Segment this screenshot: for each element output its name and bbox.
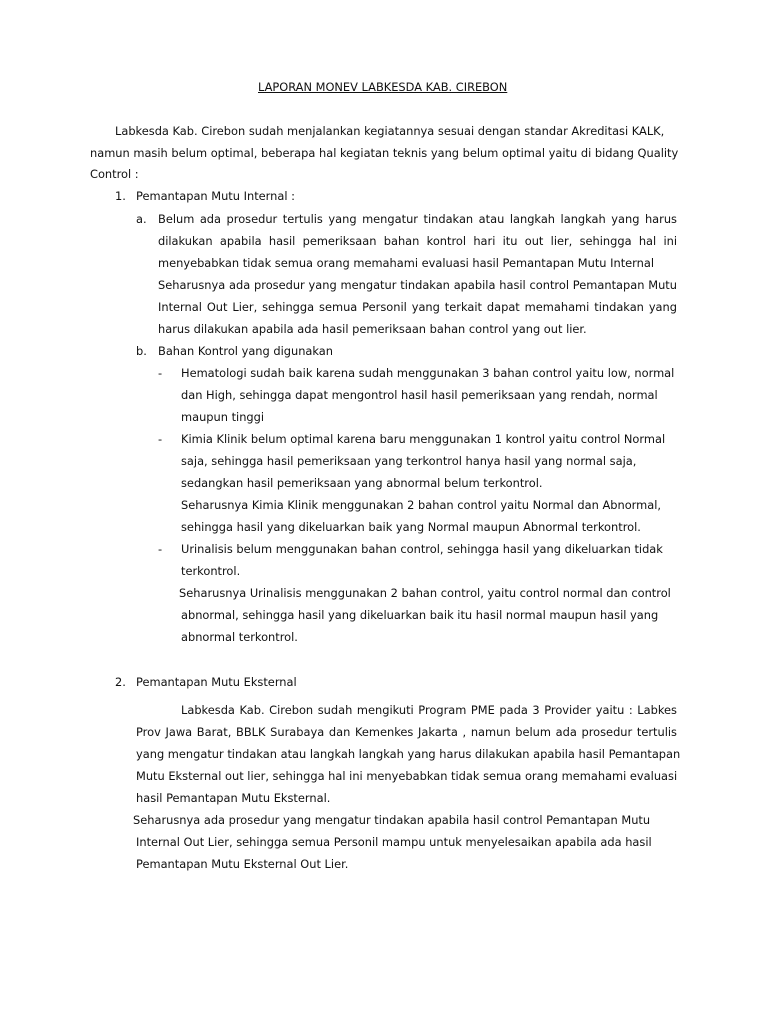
item-b-heading: Bahan Kontrol yang digunakan [158,344,334,358]
section-2-line: Labkesda Kab. Cirebon sudah mengikuti Program PME pada 3 Provider yaitu : Labkes [181,703,677,717]
bullet-marker: - [158,432,163,446]
section-2-line: hasil Pemantapan Mutu Eksternal. [136,791,331,805]
section-2-line: Prov Jawa Barat, BBLK Surabaya dan Kemenkes Jakarta , namun belum ada prosedur tertulis [136,725,677,739]
intro-line: namun masih belum optimal, beberapa hal kegiatan teknis yang belum optimal yaitu di bidang Quality [90,146,679,160]
section-2-line: Mutu Eksternal out lier, sehingga hal ini menyebabkan tidak semua orang memahami evaluasi [136,769,678,783]
item-a-line: harus dilakukan apabila ada hasil pemeriksaan bahan control yang out lier. [158,322,587,336]
section-1-heading: Pemantapan Mutu Internal : [136,189,295,203]
bullet-marker: - [158,366,163,380]
kimia-line: saja, sehingga hasil pemeriksaan yang terkontrol hanya hasil yang normal saja, [181,454,637,468]
hematologi-line: Hematologi sudah baik karena sudah menggunakan 3 bahan control yaitu low, normal [181,366,675,380]
item-a-line: dilakukan apabila hasil pemeriksaan bahan kontrol hari itu out lier, sehingga hal ini [158,234,677,248]
hematologi-line: dan High, sehingga dapat mengontrol hasil hasil pemeriksaan yang rendah, normal [181,388,658,402]
section-2-heading: Pemantapan Mutu Eksternal [136,675,297,689]
section-2-line: yang mengatur tindakan atau langkah langkah yang harus dilakukan apabila hasil Pemantapan [136,747,681,761]
urinalisis-line: abnormal, sehingga hasil yang dikeluarkan baik itu hasil normal maupun hasil yang [181,608,659,622]
urinalisis-line: abnormal terkontrol. [181,630,298,644]
kimia-line: sedangkan hasil pemeriksaan yang abnormal belum terkontrol. [181,476,543,490]
item-a-line: Belum ada prosedur tertulis yang mengatur tindakan atau langkah langkah yang harus [158,212,677,226]
document-title: LAPORAN MONEV LABKESDA KAB. CIREBON [258,80,508,94]
intro-line: Control : [90,167,139,181]
urinalisis-line: Urinalisis belum menggunakan bahan control, sehingga hasil yang dikeluarkan tidak [181,542,663,556]
section-2-line: Pemantapan Mutu Eksternal Out Lier. [136,857,349,871]
item-a-line: menyebabkan tidak semua orang memahami evaluasi hasil Pemantapan Mutu Internal [158,256,655,270]
section-1-number: 1. [115,189,126,203]
item-a-marker: a. [136,212,147,226]
hematologi-line: maupun tinggi [181,410,265,424]
section-2-line: Seharusnya ada prosedur yang mengatur tindakan apabila hasil control Pemantapan Mutu [133,813,651,827]
kimia-line: sehingga hasil yang dikeluarkan baik yang Normal maupun Abnormal terkontrol. [181,520,641,534]
item-a-line: Internal Out Lier, sehingga semua Personil yang terkait dapat memahami tindakan yang [158,300,677,314]
bullet-marker: - [158,542,163,556]
kimia-line: Seharusnya Kimia Klinik menggunakan 2 bahan control yaitu Normal dan Abnormal, [181,498,662,512]
section-2-number: 2. [115,675,126,689]
urinalisis-line: Seharusnya Urinalisis menggunakan 2 bahan control, yaitu control normal dan control [179,586,671,600]
section-2-line: Internal Out Lier, sehingga semua Personil mampu untuk menyelesaikan apabila ada hasil [136,835,652,849]
kimia-line: Kimia Klinik belum optimal karena baru menggunakan 1 kontrol yaitu control Normal [181,432,666,446]
item-b-marker: b. [136,344,147,358]
intro-line: Labkesda Kab. Cirebon sudah menjalankan kegiatannya sesuai dengan standar Akreditasi KALK, [115,124,665,138]
urinalisis-line: terkontrol. [181,564,241,578]
item-a-line: Seharusnya ada prosedur yang mengatur tindakan apabila hasil control Pemantapan Mutu [158,278,677,292]
